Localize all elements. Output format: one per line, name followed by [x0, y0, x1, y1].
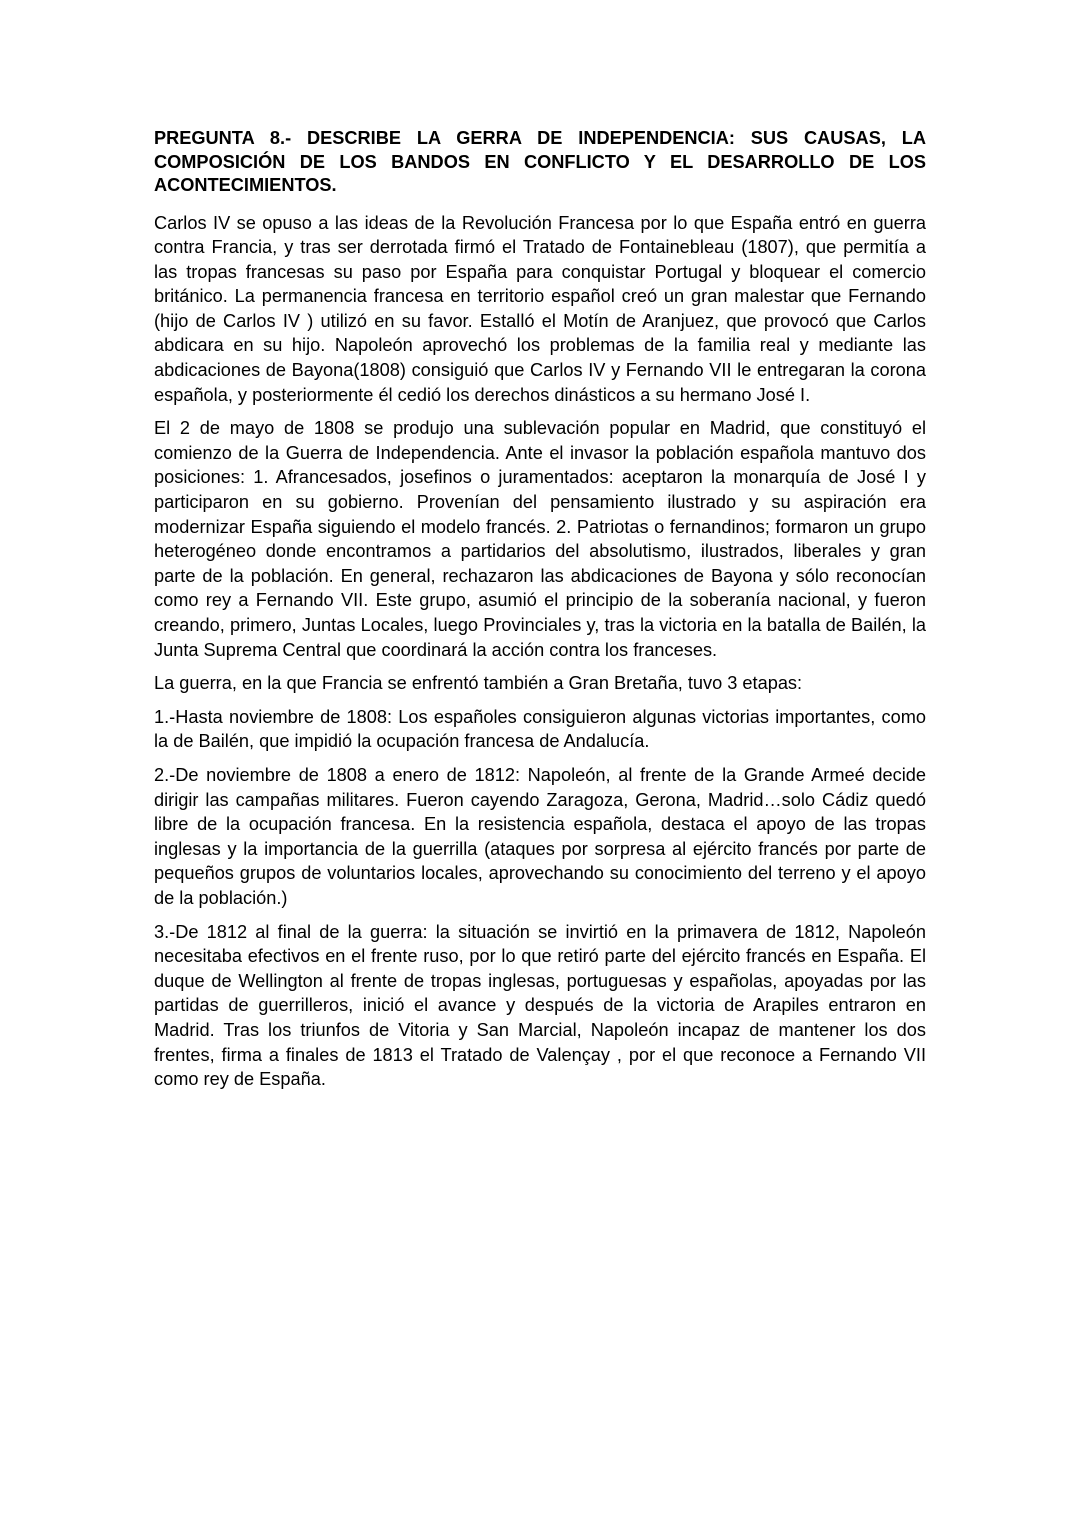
- paragraph-stages-intro: La guerra, en la que Francia se enfrentó también a Gran Bretaña, tuvo 3 etapas:: [154, 673, 803, 694]
- paragraph-factions: El 2 de mayo de 1808 se produjo una sublevación popular en Madrid, que constituyó el comienzo de la Guerra de Independencia. Ante el invasor la población española mantuvo dos posiciones: 1. Afrancesados, josefinos o juramentados: aceptaron la monarquía de José I y participaron en su gobierno. Provenían del pensamiento ilustrado y su aspiración era modernizar España siguiendo el modelo francés. 2. Patriotas o fernandinos; formaron un grupo heterogéneo donde encontramos a partidarios del absolutismo, ilustrados, liberales y gran parte de la población. En general, rechazaron las abdicaciones de Bayona y sólo reconocían como rey a Fernando VII. Este grupo, asumió el principio de la soberanía nacional, y fueron creando, primero, Juntas Locales, luego Provinciales y, tras la victoria en la batalla de Bailén, la Junta Suprema Central que coordinará la acción contra los franceses.: [154, 418, 926, 660]
- paragraph-stage-3: 3.-De 1812 al final de la guerra: la situación se invirtió en la primavera de 1812, Napoleón necesitaba efectivos en el frente ruso, por lo que retiró parte del ejército francés en España. El duque de Wellington al frente de tropas inglesas, portuguesas y españolas, apoyadas por las partidas de guerrilleros, inició el avance y después de la victoria de Arapiles entraron en Madrid. Tras los triunfos de Vitoria y San Marcial, Napoleón incapaz de mantener los dos frentes, firma a finales de 1813 el Tratado de Valençay , por el que reconoce a Fernando VII como rey de España.: [154, 921, 926, 1090]
- paragraph-causes: Carlos IV se opuso a las ideas de la Revolución Francesa por lo que España entró en guerra contra Francia, y tras ser derrotada firmó el Tratado de Fontainebleau (1807), que permitía a las tropas francesas su paso por España para conquistar Portugal y bloquear el comercio británico. La permanencia francesa en territorio español creó un gran malestar que Fernando (hijo de Carlos IV ) utilizó en su favor. Estalló el Motín de Aranjuez, que provocó que Carlos abdicara en su hijo. Napoleón aprovechó los problemas de la familia real y mediante las abdicaciones de Bayona(1808) consiguió que Carlos IV y Fernando VII le entregaran la corona española, y posteriormente él cedió los derechos dinásticos a su hermano José I.: [154, 212, 926, 405]
- paragraph-stage-2: 2.-De noviembre de 1808 a enero de 1812: Napoleón, al frente de la Grande Armeé decide dirigir las campañas militares. Fueron cayendo Zaragoza, Gerona, Madrid…solo Cádiz quedó libre de la ocupación francesa. En la resistencia española, destaca el apoyo de las tropas inglesas y la importancia de la guerrilla (ataques por sorpresa al ejército francés por parte de pequeños grupos de voluntarios locales, aprovechando su conocimiento del terreno y el apoyo de la población.): [154, 764, 926, 908]
- document-page: [154, 127, 926, 1101]
- question-heading: PREGUNTA 8.- DESCRIBE LA GERRA DE INDEPENDENCIA: SUS CAUSAS, LA COMPOSICIÓN DE LOS BANDOS EN CONFLICTO Y EL DESARROLLO DE LOS ACONTECIMIENTOS.: [154, 128, 926, 195]
- paragraph-stage-1: 1.-Hasta noviembre de 1808: Los españoles consiguieron algunas victorias importantes, como la de Bailén, que impidió la ocupación francesa de Andalucía.: [154, 706, 926, 752]
